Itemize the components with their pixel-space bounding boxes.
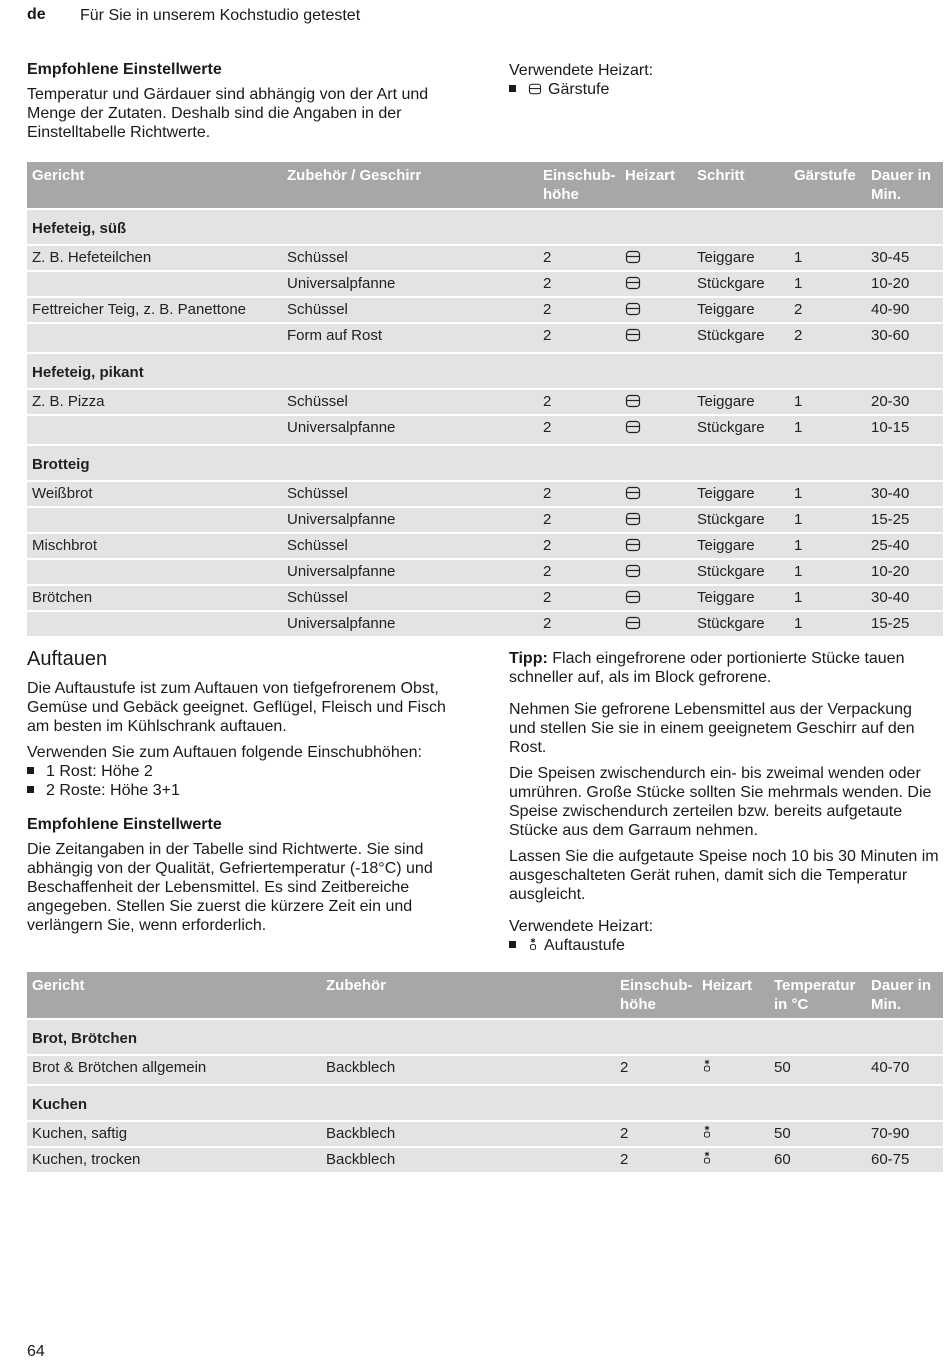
table-row [27, 507, 943, 533]
proofing-icon [625, 328, 641, 342]
table-row [27, 481, 943, 507]
col-header-gericht: Gericht [27, 162, 282, 209]
heizart-list-item [509, 936, 939, 955]
col-header-zubehoer: Zubehör [321, 972, 615, 1019]
cell-zubehoer: Schüssel [282, 481, 538, 507]
cell-dauer: 40-70 [866, 1055, 943, 1080]
bullet [509, 85, 516, 92]
cell-zubehoer: Universalpfanne [282, 611, 538, 636]
bullet [27, 786, 34, 793]
cell-stufe: 1 [789, 389, 866, 415]
cell-hoehe: 2 [538, 389, 620, 415]
heizart-cell [620, 323, 692, 348]
table-row [27, 1121, 943, 1147]
cell-gericht [27, 271, 282, 297]
cell-hoehe: 2 [538, 481, 620, 507]
cell-schritt: Teiggare [692, 533, 789, 559]
col-header-dauer: Dauer in Min. [866, 972, 943, 1019]
col-header-gaerstufe: Gärstufe [789, 162, 866, 209]
section-heading: Empfohlene Einstellwerte [27, 61, 222, 78]
heizart-list-item [509, 80, 929, 99]
proofing-icon [625, 302, 641, 316]
group-title: Brot, Brötchen [27, 1019, 943, 1055]
cell-schritt: Stückgare [692, 415, 789, 440]
cell-hoehe: 2 [615, 1147, 697, 1172]
cell-schritt: Stückgare [692, 271, 789, 297]
cell-zubehoer: Schüssel [282, 585, 538, 611]
bullet [509, 941, 516, 948]
cell-hoehe: 2 [615, 1055, 697, 1080]
heizart-cell [620, 585, 692, 611]
cell-gericht: Weißbrot [27, 481, 282, 507]
heizart-cell [697, 1121, 769, 1147]
section-paragraph: Temperatur und Gärdauer sind abhängig von der Art und Menge der Zutaten. Deshalb sind die Angaben in der Einstelltabelle Richtwerte. [27, 86, 429, 141]
cell-zubehoer: Backblech [321, 1055, 615, 1080]
cell-zubehoer: Schüssel [282, 389, 538, 415]
heizart-cell [620, 559, 692, 585]
table-row [27, 323, 943, 348]
cell-hoehe: 2 [538, 271, 620, 297]
defrost-icon [528, 937, 538, 952]
cell-dauer: 10-20 [866, 559, 943, 585]
height-item: 2 Roste: Höhe 3+1 [46, 782, 180, 799]
col-header-dauer: Dauer in Min. [866, 162, 943, 209]
cell-zubehoer: Backblech [321, 1121, 615, 1147]
table-row [27, 611, 943, 636]
cell-gericht: Kuchen, saftig [27, 1121, 321, 1147]
cell-schritt: Stückgare [692, 507, 789, 533]
proofing-icon [625, 486, 641, 500]
heizart-cell [620, 507, 692, 533]
table-row [27, 559, 943, 585]
table-row [27, 297, 943, 323]
cell-schritt: Stückgare [692, 559, 789, 585]
auftauen-section [27, 648, 467, 935]
group-header-row [27, 445, 943, 481]
cell-gericht [27, 323, 282, 348]
cell-stufe: 1 [789, 481, 866, 507]
cell-schritt: Teiggare [692, 297, 789, 323]
auftauen-title: Auftauen [27, 648, 108, 670]
cell-stufe: 1 [789, 559, 866, 585]
cell-zubehoer: Backblech [321, 1147, 615, 1172]
cell-zubehoer: Universalpfanne [282, 507, 538, 533]
tipp-label: Tipp: [509, 650, 548, 667]
table-row [27, 585, 943, 611]
heizart-cell [620, 415, 692, 440]
list-item [27, 762, 467, 781]
proofing-icon [625, 394, 641, 408]
proofing-icon [528, 83, 542, 95]
col-header-einschubhoehe: Einschub-höhe [615, 972, 697, 1019]
cell-hoehe: 2 [538, 297, 620, 323]
group-title: Hefeteig, pikant [27, 353, 943, 389]
cell-schritt: Stückgare [692, 611, 789, 636]
col-header-temperatur: Temperatur in °C [769, 972, 866, 1019]
sub-heading: Empfohlene Einstellwerte [27, 816, 222, 833]
cell-dauer: 20-30 [866, 389, 943, 415]
cell-dauer: 10-15 [866, 415, 943, 440]
heizart-label: Verwendete Heizart: [509, 918, 654, 935]
cell-schritt: Teiggare [692, 585, 789, 611]
bullet [27, 767, 34, 774]
section-intro [27, 61, 467, 142]
group-header-row [27, 353, 943, 389]
proofing-icon [625, 250, 641, 264]
cell-gericht [27, 415, 282, 440]
instruction-paragraph: Lassen Sie die aufgetaute Speise noch 10 bis 30 Minuten im ausgeschalteten Gerät ruhen, damit sich die Temperatur ausgleicht. [509, 848, 939, 903]
instruction-paragraph: Nehmen Sie gefrorene Lebensmittel aus der Verpackung und stellen Sie sie in einem geeignetem Geschirr auf den Rost. [509, 701, 915, 756]
proofing-icon [625, 616, 641, 630]
col-header-heizart: Heizart [697, 972, 769, 1019]
cell-stufe: 1 [789, 611, 866, 636]
table-row [27, 245, 943, 271]
table-row [27, 1147, 943, 1172]
cell-hoehe: 2 [538, 323, 620, 348]
cell-dauer: 10-20 [866, 271, 943, 297]
cell-hoehe: 2 [538, 611, 620, 636]
group-title: Kuchen [27, 1085, 943, 1121]
proofing-icon [625, 512, 641, 526]
cell-temp: 50 [769, 1121, 866, 1147]
heizart-item-label: Auftaustufe [544, 937, 625, 954]
heizart-box [509, 61, 929, 99]
table-header-row [27, 972, 943, 1019]
cell-temp: 60 [769, 1147, 866, 1172]
col-header-einschubhoehe: Einschub-höhe [538, 162, 620, 209]
cell-schritt: Teiggare [692, 245, 789, 271]
heizart-cell [620, 297, 692, 323]
settings-table-proofing [27, 162, 943, 636]
cell-zubehoer: Form auf Rost [282, 323, 538, 348]
cell-temp: 50 [769, 1055, 866, 1080]
cell-zubehoer: Schüssel [282, 533, 538, 559]
cell-hoehe: 2 [538, 533, 620, 559]
height-item: 1 Rost: Höhe 2 [46, 763, 153, 780]
cell-gericht: Fettreicher Teig, z. B. Panettone [27, 297, 282, 323]
cell-dauer: 15-25 [866, 507, 943, 533]
cell-hoehe: 2 [615, 1121, 697, 1147]
group-header-row [27, 209, 943, 245]
cell-schritt: Teiggare [692, 481, 789, 507]
instruction-paragraph: Die Speisen zwischendurch ein- bis zweimal wenden oder umrühren. Große Stücke sollten Sie mehrmals wenden. Die Speise zwischendurch zerteilen bzw. bereits aufgetaute Stücke aus dem Garraum nehmen. [509, 765, 932, 839]
cell-hoehe: 2 [538, 585, 620, 611]
sub-paragraph: Die Zeitangaben in der Tabelle sind Richtwerte. Sie sind abhängig von der Qualität, Gefriertemperatur (-18°C) und Beschaffenheit der Lebensmittel. Es sind Zeitbereiche angegeben. Stellen Sie zuerst die kürzere Zeit ein und verlängern Sie, wenn erforderlich. [27, 841, 433, 934]
cell-zubehoer: Universalpfanne [282, 271, 538, 297]
proofing-icon [625, 420, 641, 434]
heizart-cell [620, 271, 692, 297]
cell-stufe: 2 [789, 323, 866, 348]
col-header-gericht: Gericht [27, 972, 321, 1019]
auftauen-tips [509, 649, 939, 955]
cell-gericht: Kuchen, trocken [27, 1147, 321, 1172]
defrost-icon [702, 1058, 712, 1074]
group-header-row [27, 1019, 943, 1055]
proofing-icon [625, 564, 641, 578]
cell-dauer: 30-40 [866, 481, 943, 507]
settings-table-defrost [27, 972, 943, 1172]
cell-dauer: 30-60 [866, 323, 943, 348]
heizart-item-label: Gärstufe [548, 81, 610, 98]
table-row [27, 533, 943, 559]
cell-dauer: 70-90 [866, 1121, 943, 1147]
heizart-cell [620, 481, 692, 507]
cell-dauer: 60-75 [866, 1147, 943, 1172]
table-row [27, 389, 943, 415]
group-header-row [27, 1085, 943, 1121]
cell-stufe: 1 [789, 507, 866, 533]
tipp-text: Flach eingefrorene oder portionierte Stücke tauen schneller auf, als im Block gefrorene. [509, 650, 905, 686]
running-header-title: Für Sie in unserem Kochstudio getestet [80, 7, 361, 24]
cell-hoehe: 2 [538, 507, 620, 533]
cell-dauer: 30-40 [866, 585, 943, 611]
cell-gericht [27, 611, 282, 636]
cell-stufe: 1 [789, 415, 866, 440]
cell-dauer: 40-90 [866, 297, 943, 323]
cell-zubehoer: Universalpfanne [282, 415, 538, 440]
cell-gericht: Mischbrot [27, 533, 282, 559]
cell-stufe: 1 [789, 533, 866, 559]
cell-schritt: Teiggare [692, 389, 789, 415]
defrost-icon [702, 1150, 712, 1166]
heizart-cell [620, 389, 692, 415]
tipp-paragraph [509, 649, 939, 687]
cell-zubehoer: Schüssel [282, 297, 538, 323]
heizart-cell [697, 1055, 769, 1080]
cell-schritt: Stückgare [692, 323, 789, 348]
heizart-cell [620, 245, 692, 271]
group-title: Hefeteig, süß [27, 209, 943, 245]
cell-gericht: Brot & Brötchen allgemein [27, 1055, 321, 1080]
table-row [27, 271, 943, 297]
table-row [27, 415, 943, 440]
table-row [27, 1055, 943, 1080]
cell-gericht: Brötchen [27, 585, 282, 611]
cell-stufe: 1 [789, 271, 866, 297]
defrost-icon [702, 1124, 712, 1140]
language-code: de [27, 6, 46, 23]
heizart-label: Verwendete Heizart: [509, 62, 654, 79]
cell-gericht [27, 559, 282, 585]
cell-zubehoer: Schüssel [282, 245, 538, 271]
col-header-zubehoer: Zubehör / Geschirr [282, 162, 538, 209]
cell-dauer: 30-45 [866, 245, 943, 271]
col-header-heizart: Heizart [620, 162, 692, 209]
group-title: Brotteig [27, 445, 943, 481]
proofing-icon [625, 276, 641, 290]
cell-hoehe: 2 [538, 245, 620, 271]
cell-gericht [27, 507, 282, 533]
proofing-icon [625, 590, 641, 604]
cell-stufe: 1 [789, 245, 866, 271]
page-number: 64 [27, 1343, 45, 1360]
heizart-cell [697, 1147, 769, 1172]
heizart-cell [620, 533, 692, 559]
cell-hoehe: 2 [538, 415, 620, 440]
table-header-row [27, 162, 943, 209]
cell-hoehe: 2 [538, 559, 620, 585]
heights-intro: Verwenden Sie zum Auftauen folgende Einschubhöhen: [27, 744, 422, 761]
proofing-icon [625, 538, 641, 552]
cell-stufe: 2 [789, 297, 866, 323]
list-item [27, 781, 467, 800]
cell-gericht: Z. B. Pizza [27, 389, 282, 415]
cell-dauer: 15-25 [866, 611, 943, 636]
cell-gericht: Z. B. Hefeteilchen [27, 245, 282, 271]
heizart-cell [620, 611, 692, 636]
cell-zubehoer: Universalpfanne [282, 559, 538, 585]
auftauen-intro: Die Auftaustufe ist zum Auftauen von tiefgefrorenem Obst, Gemüse und Gebäck geeignet. Geflügel, Fleisch und Fisch am besten im Kühlschrank auftauen. [27, 680, 446, 735]
col-header-schritt: Schritt [692, 162, 789, 209]
cell-stufe: 1 [789, 585, 866, 611]
cell-dauer: 25-40 [866, 533, 943, 559]
